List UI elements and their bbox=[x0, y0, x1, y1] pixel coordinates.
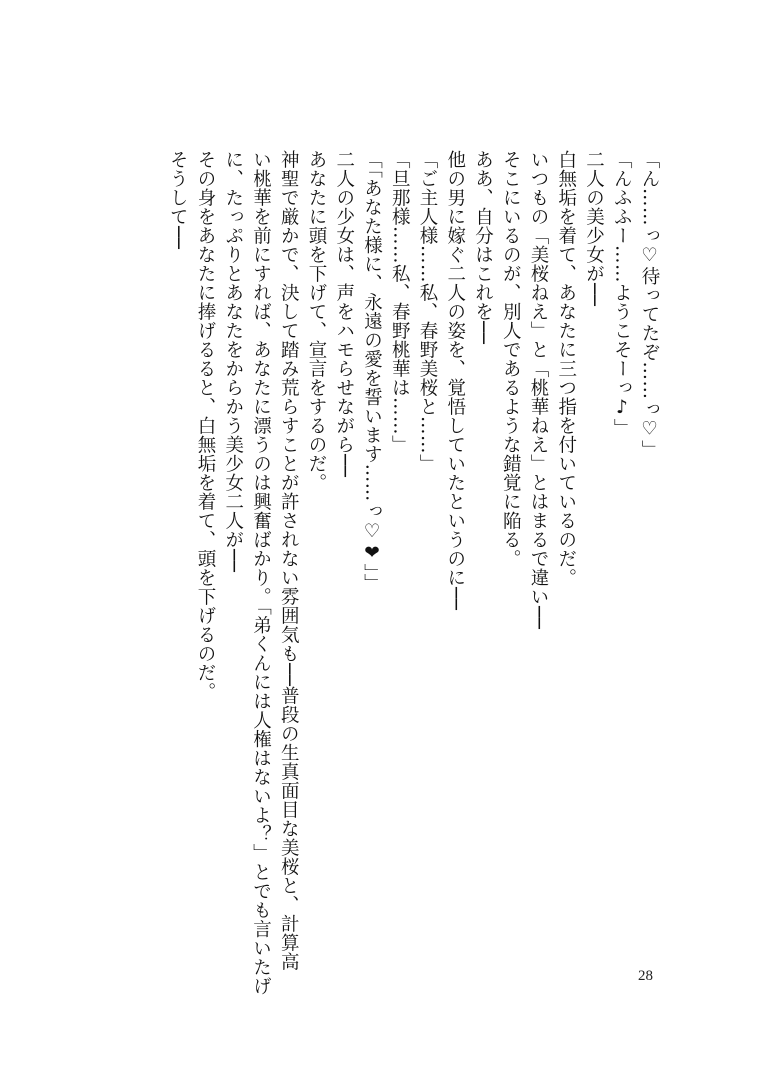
text-line-8: 他の男に嫁ぐ二人の姿を、覚悟していたというのに── bbox=[444, 150, 466, 611]
text-line-11: 「「あなた様に、永遠の愛を誓います……っ♡❤」」 bbox=[361, 150, 383, 593]
text-line-12: 二人の少女は、声をハモらせながら── bbox=[333, 150, 355, 478]
text-line-4: 白無垢を着て、あなたに三つ指を付いているのだ。 bbox=[555, 150, 577, 587]
text-line-18: そうして── bbox=[167, 150, 189, 250]
text-line-10: 「旦那様……私、春野桃華は……」 bbox=[389, 150, 411, 454]
text-line-7: ああ、自分はこれを── bbox=[472, 150, 494, 345]
text-line-6: そこにいるのが、別人であるような錯覚に陥る。 bbox=[500, 150, 522, 568]
page-number: 28 bbox=[638, 968, 653, 984]
text-line-5: いつもの「美桜ねえ」と「桃華ねえ」とはまるで違い── bbox=[528, 150, 549, 630]
text-line-15: い桃華を前にすれば、あなたに漂うのは興奮ばかり。「弟くんには人権はないよ？」とでも言いたげ bbox=[250, 150, 272, 996]
text-line-1: 「ん……っ♡待ってたぞ……っ♡」 bbox=[639, 150, 660, 459]
text-line-17: その身をあなたに捧げるると、白無垢を着て、頭を下げるのだ。 bbox=[195, 150, 216, 701]
text-line-16: に、たっぷりとあなたをからかう美少女二人が── bbox=[222, 150, 244, 573]
text-line-13: あなたに頭を下げて、宣言をするのだ。 bbox=[306, 150, 327, 492]
text-line-2: 「んふふー……ようこそーっ♪」 bbox=[611, 150, 633, 438]
text-line-9: 「ご主人様……私、春野美桜と……」 bbox=[417, 150, 438, 473]
text-line-3: 二人の美少女が── bbox=[583, 150, 605, 307]
text-line-14: 神聖で厳かで、決して踏み荒らすことが許されない雰囲気も──普段の生真面目な美桜と、計算高 bbox=[278, 150, 300, 972]
